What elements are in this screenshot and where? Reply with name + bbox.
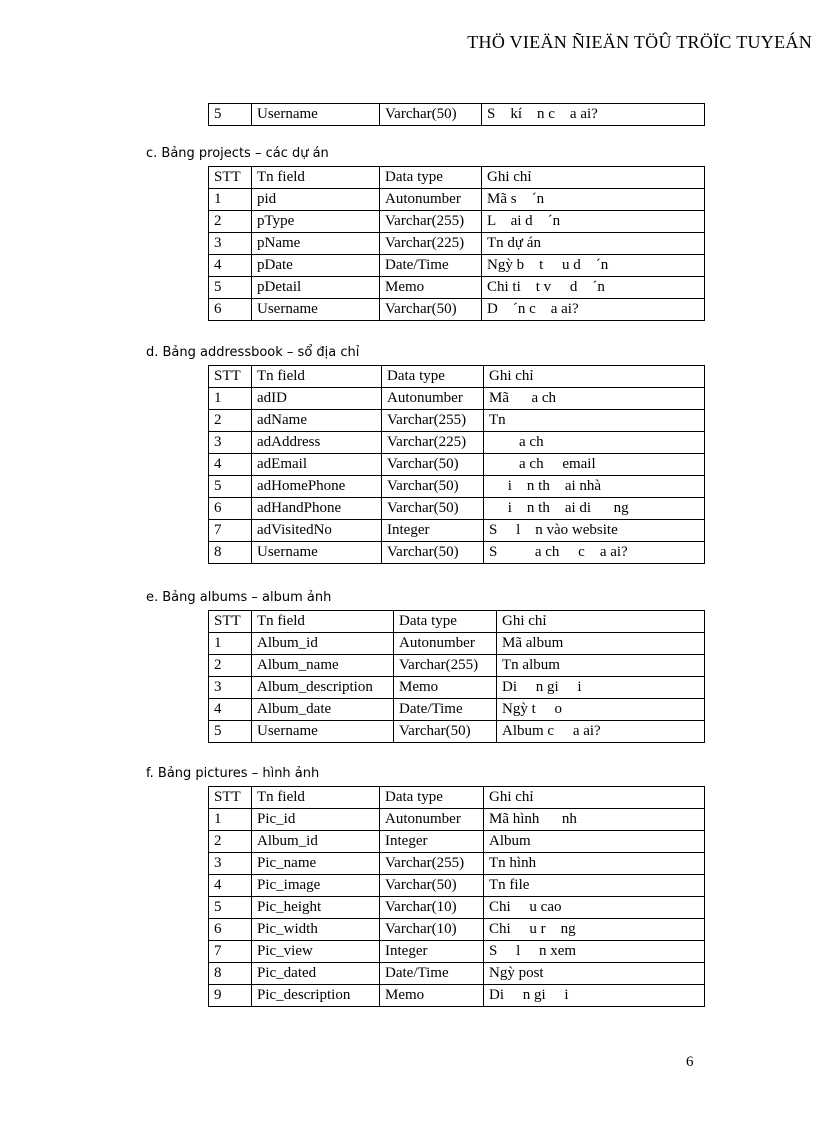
field-name-cell: pDate — [252, 255, 380, 277]
table-row — [209, 388, 705, 410]
field-name-cell: Album_id — [252, 633, 394, 655]
table-row — [209, 963, 705, 985]
header-stt-cell: STT — [209, 611, 252, 633]
stt-cell: 1 — [209, 633, 252, 655]
stt-cell: 5 — [209, 277, 252, 299]
table-row — [209, 941, 705, 963]
section-title-projects: c. Bảng projects – các dự án — [146, 146, 329, 161]
stt-cell: 2 — [209, 831, 252, 853]
data-type-cell: Memo — [394, 677, 497, 699]
note-cell: a ch — [484, 432, 705, 454]
note-cell: Mã s ´n — [482, 189, 705, 211]
header-data-type-cell: Data type — [394, 611, 497, 633]
section-title-albums: e. Bảng albums – album ảnh — [146, 590, 332, 605]
field-name-cell: Pic_dated — [252, 963, 380, 985]
table-row — [209, 875, 705, 897]
data-type-cell: Memo — [380, 277, 482, 299]
stt-cell: 8 — [209, 542, 252, 564]
stt-cell: 7 — [209, 941, 252, 963]
stt-cell: 4 — [209, 699, 252, 721]
stt-cell: 5 — [209, 721, 252, 743]
header-data-type-cell: Data type — [380, 787, 484, 809]
table-row — [209, 655, 705, 677]
header-note-cell: Ghi chỉ — [484, 787, 705, 809]
table-row — [209, 853, 705, 875]
data-type-cell: Varchar(255) — [382, 410, 484, 432]
data-type-cell: Date/Time — [394, 699, 497, 721]
field-name-cell: Pic_view — [252, 941, 380, 963]
note-cell: Tn file — [484, 875, 705, 897]
table-row — [209, 831, 705, 853]
note-cell: Album c a ai? — [497, 721, 705, 743]
note-cell: S l n xem — [484, 941, 705, 963]
stt-cell: 5 — [209, 897, 252, 919]
table-row — [209, 520, 705, 542]
header-note-cell: Ghi chỉ — [482, 167, 705, 189]
stt-cell: 2 — [209, 211, 252, 233]
header-field-name-cell: Tn field — [252, 366, 382, 388]
stt-cell: 3 — [209, 432, 252, 454]
stt-cell: 6 — [209, 498, 252, 520]
data-type-cell: Integer — [380, 831, 484, 853]
field-name-cell: Username — [252, 542, 382, 564]
stt-cell: 4 — [209, 454, 252, 476]
note-cell: Di n gi i — [484, 985, 705, 1007]
field-name-cell: Username — [252, 721, 394, 743]
stt-cell: 8 — [209, 963, 252, 985]
data-type-cell: Autonumber — [394, 633, 497, 655]
note-cell: Ngỳ b t u d ´n — [482, 255, 705, 277]
note-cell: Mã a ch — [484, 388, 705, 410]
note-cell: Tn dự án — [482, 233, 705, 255]
header-note-cell: Ghi chỉ — [497, 611, 705, 633]
table-row — [209, 432, 705, 454]
note-cell: Ngỳ t o — [497, 699, 705, 721]
table-row — [209, 699, 705, 721]
table-row — [209, 919, 705, 941]
header-field-name-cell: Tn field — [252, 787, 380, 809]
field-name-cell: Username — [252, 299, 380, 321]
table-row — [209, 721, 705, 743]
table-row — [209, 809, 705, 831]
table-row — [209, 454, 705, 476]
field-name-cell: adAddress — [252, 432, 382, 454]
stt-cell: 6 — [209, 299, 252, 321]
field-name-cell: adEmail — [252, 454, 382, 476]
data-type-cell: Autonumber — [382, 388, 484, 410]
note-cell: i n th ai nhà — [484, 476, 705, 498]
field-name-cell: pName — [252, 233, 380, 255]
page-header-title: THÖ VIEÄN ÑIEÄN TÖÛ TRÖÏC TUYEÁN — [467, 32, 812, 52]
field-name-cell: Pic_height — [252, 897, 380, 919]
data-type-cell: Varchar(255) — [380, 853, 484, 875]
field-name-cell: Pic_id — [252, 809, 380, 831]
field-name-cell: adHandPhone — [252, 498, 382, 520]
table-row — [209, 633, 705, 655]
table-b-tail — [208, 103, 705, 126]
section-title-pictures: f. Bảng pictures – hình ảnh — [146, 766, 320, 781]
data-type-cell: Varchar(50) — [380, 299, 482, 321]
table-header-row — [209, 366, 705, 388]
table-addressbook — [208, 365, 705, 564]
table-row — [209, 255, 705, 277]
data-type-cell: Integer — [380, 941, 484, 963]
data-type-cell: Varchar(255) — [394, 655, 497, 677]
note-cell: Chi u r ng — [484, 919, 705, 941]
table-projects — [208, 166, 705, 321]
stt-cell: 5 — [209, 476, 252, 498]
header-field-name-cell: Tn field — [252, 611, 394, 633]
stt-cell: 4 — [209, 875, 252, 897]
stt-cell: 1 — [209, 809, 252, 831]
note-cell: Album — [484, 831, 705, 853]
note-cell: S kí n c a ai? — [482, 104, 705, 126]
data-type-cell: Varchar(10) — [380, 919, 484, 941]
field-name-cell: Pic_description — [252, 985, 380, 1007]
note-cell: Mã album — [497, 633, 705, 655]
field-name-cell: pType — [252, 211, 380, 233]
header-field-name-cell: Tn field — [252, 167, 380, 189]
note-cell: Tn — [484, 410, 705, 432]
field-name-cell: Album_description — [252, 677, 394, 699]
header-data-type-cell: Data type — [380, 167, 482, 189]
field-name-cell: Pic_image — [252, 875, 380, 897]
stt-cell: 5 — [209, 104, 252, 126]
note-cell: Chi ti t v d ´n — [482, 277, 705, 299]
note-cell: Tn album — [497, 655, 705, 677]
data-type-cell: Autonumber — [380, 809, 484, 831]
data-type-cell: Varchar(50) — [382, 476, 484, 498]
data-type-cell: Date/Time — [380, 255, 482, 277]
note-cell: Ngỳ post — [484, 963, 705, 985]
note-cell: Mã hình nh — [484, 809, 705, 831]
field-name-cell: pid — [252, 189, 380, 211]
page-number: 6 — [686, 1054, 694, 1070]
data-type-cell: Memo — [380, 985, 484, 1007]
header-stt-cell: STT — [209, 167, 252, 189]
table-row — [209, 897, 705, 919]
data-type-cell: Varchar(50) — [382, 542, 484, 564]
field-name-cell: Username — [252, 104, 380, 126]
stt-cell: 1 — [209, 189, 252, 211]
table-row — [209, 299, 705, 321]
table-header-row — [209, 611, 705, 633]
field-name-cell: pDetail — [252, 277, 380, 299]
field-name-cell: Pic_width — [252, 919, 380, 941]
table-pictures — [208, 786, 705, 1007]
header-data-type-cell: Data type — [382, 366, 484, 388]
data-type-cell: Varchar(50) — [380, 104, 482, 126]
field-name-cell: Album_name — [252, 655, 394, 677]
section-title-addressbook: d. Bảng addressbook – sổ địa chỉ — [146, 345, 360, 360]
header-stt-cell: STT — [209, 787, 252, 809]
table-row — [209, 677, 705, 699]
field-name-cell: Album_id — [252, 831, 380, 853]
table-row — [209, 189, 705, 211]
table-row — [209, 985, 705, 1007]
note-cell: S l n vào website — [484, 520, 705, 542]
table-row — [209, 277, 705, 299]
table-row — [209, 476, 705, 498]
field-name-cell: adName — [252, 410, 382, 432]
data-type-cell: Varchar(50) — [394, 721, 497, 743]
field-name-cell: adVisitedNo — [252, 520, 382, 542]
field-name-cell: adID — [252, 388, 382, 410]
data-type-cell: Integer — [382, 520, 484, 542]
data-type-cell: Autonumber — [380, 189, 482, 211]
note-cell: i n th ai di ng — [484, 498, 705, 520]
table-row — [209, 498, 705, 520]
note-cell: a ch email — [484, 454, 705, 476]
field-name-cell: adHomePhone — [252, 476, 382, 498]
stt-cell: 2 — [209, 410, 252, 432]
data-type-cell: Date/Time — [380, 963, 484, 985]
table-row — [209, 410, 705, 432]
stt-cell: 3 — [209, 853, 252, 875]
table-row — [209, 211, 705, 233]
stt-cell: 9 — [209, 985, 252, 1007]
stt-cell: 3 — [209, 677, 252, 699]
stt-cell: 7 — [209, 520, 252, 542]
table-row — [209, 233, 705, 255]
note-cell: Tn hình — [484, 853, 705, 875]
data-type-cell: Varchar(225) — [380, 233, 482, 255]
table-row — [209, 542, 705, 564]
note-cell: S a ch c a ai? — [484, 542, 705, 564]
stt-cell: 4 — [209, 255, 252, 277]
note-cell: D ´n c a ai? — [482, 299, 705, 321]
note-cell: Di n gi i — [497, 677, 705, 699]
data-type-cell: Varchar(225) — [382, 432, 484, 454]
data-type-cell: Varchar(50) — [382, 498, 484, 520]
stt-cell: 6 — [209, 919, 252, 941]
data-type-cell: Varchar(10) — [380, 897, 484, 919]
field-name-cell: Pic_name — [252, 853, 380, 875]
table-header-row — [209, 787, 705, 809]
header-stt-cell: STT — [209, 366, 252, 388]
stt-cell: 1 — [209, 388, 252, 410]
stt-cell: 2 — [209, 655, 252, 677]
data-type-cell: Varchar(50) — [382, 454, 484, 476]
table-row — [209, 104, 705, 126]
note-cell: Chi u cao — [484, 897, 705, 919]
stt-cell: 3 — [209, 233, 252, 255]
table-header-row — [209, 167, 705, 189]
data-type-cell: Varchar(255) — [380, 211, 482, 233]
table-albums — [208, 610, 705, 743]
data-type-cell: Varchar(50) — [380, 875, 484, 897]
field-name-cell: Album_date — [252, 699, 394, 721]
note-cell: L ai d ´n — [482, 211, 705, 233]
header-note-cell: Ghi chỉ — [484, 366, 705, 388]
